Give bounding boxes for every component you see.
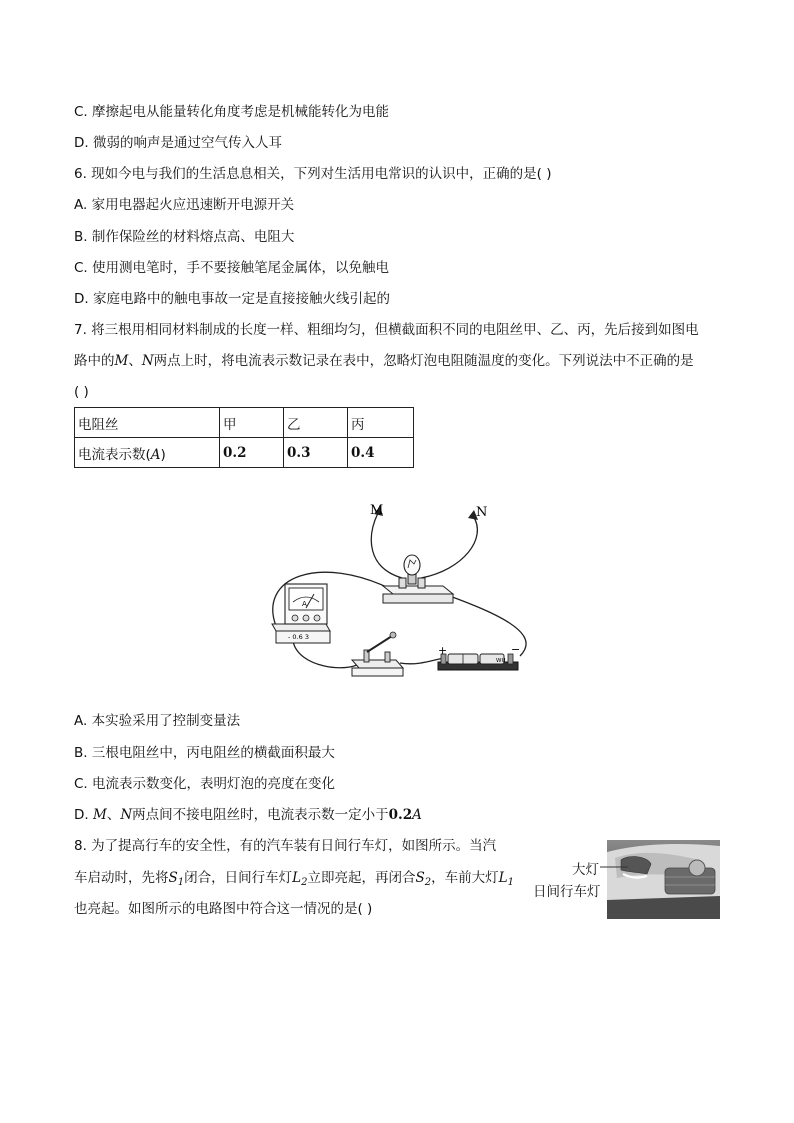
option-c-q7: C. 电流表示数变化，表明灯泡的亮度在变化 bbox=[74, 776, 336, 792]
label-m: M bbox=[370, 503, 384, 518]
bulb-icon bbox=[404, 555, 420, 575]
table-row bbox=[75, 438, 414, 468]
table-header-cell: 乙 bbox=[284, 408, 348, 438]
battery-mark: WU bbox=[496, 658, 506, 664]
option-d-q5: D. 微弱的响声是通过空气传入人耳 bbox=[74, 135, 282, 151]
table-header-row bbox=[75, 408, 414, 438]
option-c-q6: C. 使用测电笔时，手不要接触笔尾金属体，以免触电 bbox=[74, 260, 390, 276]
option-a-q6: A. 家用电器起火应迅速断开电源开关 bbox=[74, 197, 295, 213]
question-8-line-1: 8. 为了提高行车的安全性，有的汽车装有日间行车灯，如图所示。当汽 bbox=[74, 838, 497, 854]
switch bbox=[352, 632, 403, 676]
battery-minus: − bbox=[511, 643, 521, 656]
label-daytime-light: 日间行车灯 bbox=[533, 884, 601, 900]
question-7-line-3: ( ) bbox=[74, 384, 89, 400]
option-d-q6: D. 家庭电路中的触电事故一定是直接接触火线引起的 bbox=[74, 291, 390, 307]
table-header-cell: 丙 bbox=[348, 408, 414, 438]
option-a-q7: A. 本实验采用了控制变量法 bbox=[74, 713, 241, 729]
question-7-line-1: 7. 将三根用相同材料制成的长度一样、粗细均匀，但横截面积不同的电阻丝甲、乙、丙，先后接到如图电 bbox=[74, 322, 699, 338]
ammeter bbox=[272, 584, 330, 643]
table-cell: 0.2 bbox=[220, 438, 284, 468]
table-header-cell: 甲 bbox=[220, 408, 284, 438]
question-7-line-2: 路中的M、N两点上时，将电流表示数记录在表中，忽略灯泡电阻随温度的变化。下列说法中不正确的是 bbox=[74, 353, 694, 369]
lamp-board bbox=[383, 555, 453, 603]
table-cell: 0.4 bbox=[348, 438, 414, 468]
ammeter-unit: A bbox=[302, 600, 307, 608]
battery-plus: + bbox=[438, 644, 448, 657]
question-8-line-3: 也亮起。如图所示的电路图中符合这一情况的是( ) bbox=[74, 901, 373, 917]
label-n: N bbox=[476, 505, 488, 520]
car-front-photo bbox=[607, 840, 720, 919]
question-8-line-2: 车启动时，先将$S_1$闭合，日间行车灯$L_2$立即亮起，再闭合$S_2$，车前大灯$L_1$ bbox=[74, 870, 514, 888]
wire-to-m bbox=[371, 513, 402, 578]
option-c-q5: C. 摩擦起电从能量转化角度考虑是机械能转化为电能 bbox=[74, 104, 390, 120]
table-row-label: 电流表示数(A) bbox=[75, 438, 220, 468]
wire-ammeter-switch bbox=[293, 641, 360, 668]
current-table bbox=[74, 407, 414, 468]
table-cell: 0.3 bbox=[284, 438, 348, 468]
battery-holder bbox=[438, 643, 520, 670]
option-b-q6: B. 制作保险丝的材料熔点高、电阻大 bbox=[74, 229, 295, 245]
wire-to-n bbox=[421, 516, 477, 578]
option-b-q7: B. 三根电阻丝中，丙电阻丝的横截面积最大 bbox=[74, 745, 335, 761]
option-d-q7: D. M、N两点间不接电阻丝时，电流表示数一定小于0.2A bbox=[74, 807, 422, 823]
question-6: 6. 现如今电与我们的生活息息相关，下列对生活用电常识的认识中，正确的是( ) bbox=[74, 166, 552, 182]
table-header-cell: 电阻丝 bbox=[75, 408, 220, 438]
label-headlight: 大灯 bbox=[572, 862, 599, 878]
circuit-diagram bbox=[258, 498, 538, 683]
pointer-headlight bbox=[600, 865, 630, 869]
car-logo-icon bbox=[689, 860, 705, 876]
ammeter-terminals: - 0.6 3 bbox=[288, 633, 309, 641]
wire-switch-battery bbox=[400, 658, 444, 664]
